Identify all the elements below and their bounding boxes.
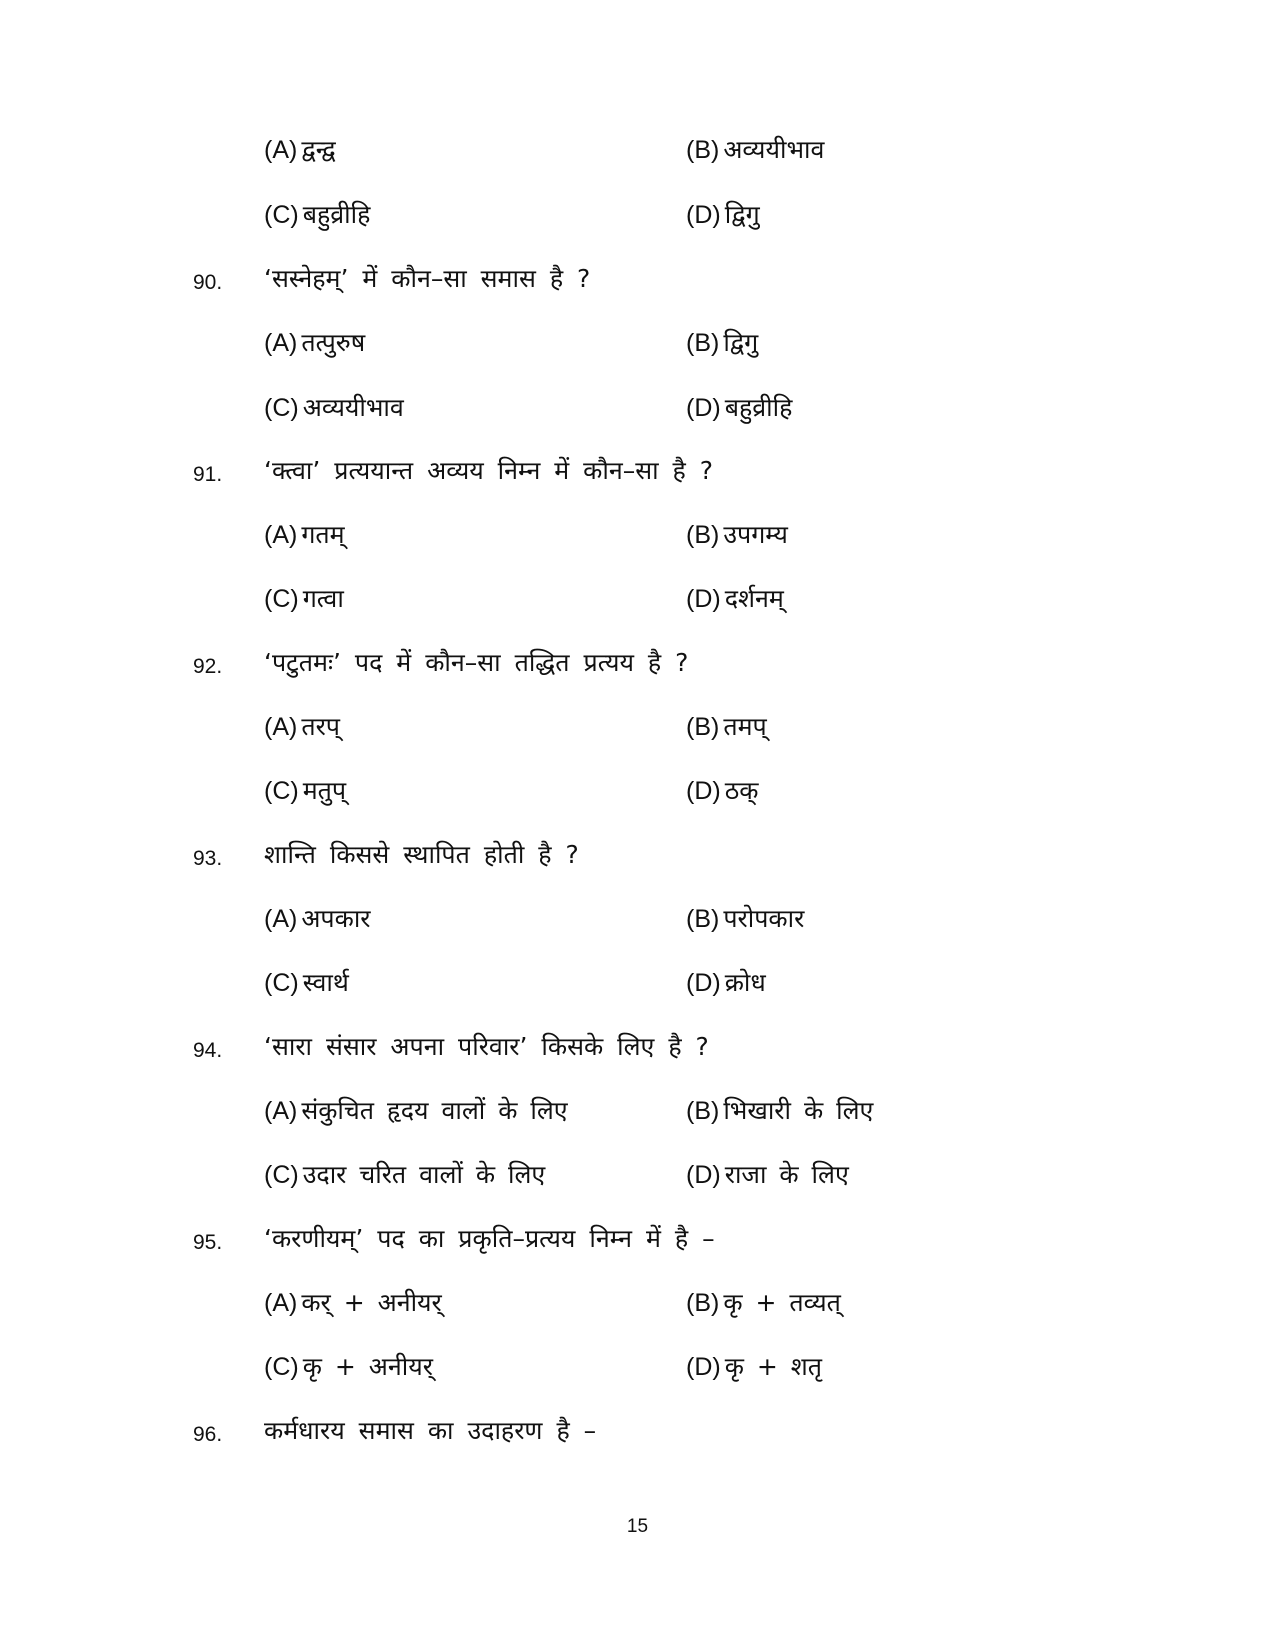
options-row-95-ab [0, 1278, 1275, 1328]
question-number: 91. [193, 463, 223, 486]
options-row-93-cd [0, 958, 1275, 1008]
question-text: शान्ति किससे स्थापित होती है ? [264, 840, 579, 869]
option-c: (C) उदार चरित वालों के लिए [264, 1160, 546, 1189]
option-a: (A) संकुचित हृदय वालों के लिए [264, 1096, 568, 1125]
option-b: (B) अव्ययीभाव [686, 135, 825, 164]
option-d: (D) द्विगु [686, 200, 760, 229]
option-b: (B) उपगम्य [686, 520, 788, 549]
options-row-94-ab [0, 1086, 1275, 1136]
question-text: ‘पटुतमः’ पद में कौन–सा तद्धित प्रत्यय है ? [264, 648, 689, 677]
options-row-95-cd [0, 1342, 1275, 1392]
question-text: कर्मधारय समास का उदाहरण है – [264, 1416, 597, 1445]
option-d: (D) कृ + शतृ [686, 1352, 823, 1381]
option-d: (D) दर्शनम् [686, 584, 784, 613]
option-c: (C) बहुव्रीहि [264, 200, 371, 229]
question-91 [0, 446, 1275, 496]
question-text: ‘क्त्वा’ प्रत्ययान्त अव्यय निम्न में कौन–सा है ? [264, 456, 714, 485]
option-d: (D) ठक् [686, 776, 759, 805]
option-d: (D) क्रोध [686, 968, 766, 997]
options-row-94-cd [0, 1150, 1275, 1200]
question-text: ‘करणीयम्’ पद का प्रकृति–प्रत्यय निम्न में है – [264, 1224, 715, 1253]
options-row-continued-cd [0, 190, 1275, 240]
option-b: (B) परोपकार [686, 904, 805, 933]
question-96 [0, 1406, 1275, 1456]
options-row-90-cd [0, 383, 1275, 433]
question-94 [0, 1022, 1275, 1072]
option-d: (D) बहुव्रीहि [686, 393, 793, 422]
option-b: (B) द्विगु [686, 328, 759, 357]
options-row-91-cd [0, 574, 1275, 624]
page-number: 15 [626, 1516, 649, 1537]
options-row-92-ab [0, 702, 1275, 752]
question-number: 94. [193, 1039, 223, 1062]
options-row-continued-ab [0, 125, 1275, 175]
options-row-90-ab [0, 318, 1275, 368]
option-c: (C) अव्ययीभाव [264, 393, 404, 422]
option-a: (A) तरप् [264, 712, 341, 741]
question-text: ‘सस्नेहम्’ में कौन–सा समास है ? [264, 264, 591, 293]
question-number: 95. [193, 1231, 223, 1254]
options-row-93-ab [0, 894, 1275, 944]
option-a: (A) अपकार [264, 904, 371, 933]
question-90 [0, 254, 1275, 304]
option-a: (A) गतम् [264, 520, 345, 549]
option-c: (C) कृ + अनीयर् [264, 1352, 433, 1381]
option-b: (B) कृ + तव्यत् [686, 1288, 841, 1317]
question-95 [0, 1214, 1275, 1264]
option-c: (C) गत्वा [264, 584, 344, 613]
option-a: (A) कर् + अनीयर् [264, 1288, 442, 1317]
question-number: 93. [193, 847, 223, 870]
option-d: (D) राजा के लिए [686, 1160, 849, 1189]
question-93 [0, 830, 1275, 880]
option-b: (B) तमप् [686, 712, 767, 741]
options-row-91-ab [0, 510, 1275, 560]
question-number: 96. [193, 1423, 223, 1446]
option-a: (A) द्वन्द्व [264, 135, 336, 164]
question-number: 92. [193, 655, 223, 678]
options-row-92-cd [0, 766, 1275, 816]
question-92 [0, 638, 1275, 688]
option-b: (B) भिखारी के लिए [686, 1096, 874, 1125]
option-a: (A) तत्पुरुष [264, 328, 366, 357]
question-number: 90. [193, 271, 223, 294]
question-text: ‘सारा संसार अपना परिवार’ किसके लिए है ? [264, 1032, 709, 1061]
option-c: (C) स्वार्थ [264, 968, 349, 997]
option-c: (C) मतुप् [264, 776, 347, 805]
